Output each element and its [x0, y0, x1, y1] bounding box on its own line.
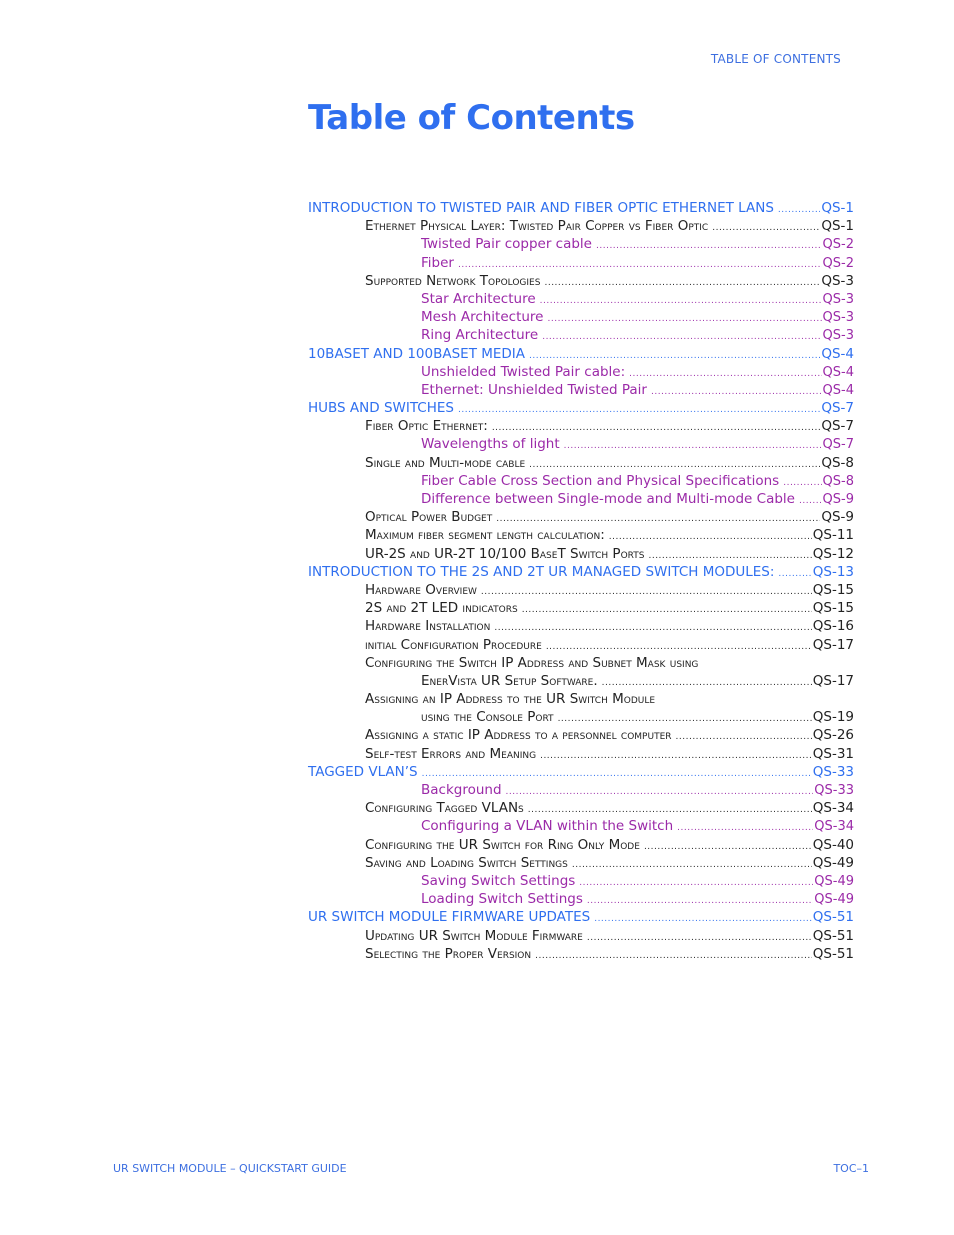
toc-entry-page: QS-2	[822, 237, 854, 253]
toc-entry-title: Background	[421, 782, 502, 798]
toc-entry-title: 10BASET AND 100BASET MEDIA	[308, 345, 526, 362]
toc-entry-page: QS-7	[821, 400, 854, 417]
toc-entry-title: Difference between Single-mode and Multi-mode Cable	[421, 491, 795, 507]
toc-entry-page: QS-1	[821, 200, 854, 216]
toc-entry[interactable]	[308, 872, 854, 890]
toc-entry-page: QS-51	[812, 927, 854, 944]
toc-entry-page: QS-51	[812, 945, 854, 962]
toc-entry-title: Assigning a static IP Address to a personnel computer	[365, 727, 672, 744]
toc-entry[interactable]	[308, 908, 854, 926]
toc-entry-title: INTRODUCTION TO THE 2S AND 2T UR MANAGED SWITCH MODULES:	[308, 563, 775, 580]
toc-entry[interactable]	[308, 726, 854, 744]
toc-entry-page: QS-26	[812, 727, 854, 744]
toc-entry-page: QS-15	[812, 600, 854, 617]
table-of-contents	[308, 199, 854, 963]
toc-entry-title: Single and Multi-mode cable	[365, 454, 526, 471]
toc-entry[interactable]	[308, 654, 854, 672]
toc-entry[interactable]	[308, 435, 854, 453]
toc-entry[interactable]	[308, 526, 854, 544]
toc-entry-title: UR-2S and UR-2T 10/100 BaseT Switch Ports	[365, 545, 645, 562]
toc-entry-page: QS-1	[821, 218, 854, 235]
toc-entry[interactable]	[308, 581, 854, 599]
toc-entry-page: QS-3	[822, 328, 854, 344]
toc-entry-page: QS-15	[812, 581, 854, 598]
toc-entry-title: Fiber Optic Ethernet:	[365, 418, 488, 435]
toc-entry[interactable]	[308, 199, 854, 217]
toc-entry-title: Fiber	[421, 254, 454, 271]
toc-entry-title: Updating UR Switch Module Firmware	[365, 927, 583, 944]
toc-entry[interactable]	[308, 781, 854, 799]
toc-entry-page: QS-8	[821, 454, 854, 471]
toc-entry-page: QS-31	[812, 745, 854, 762]
toc-entry-page: QS-13	[812, 563, 854, 580]
toc-entry-title: EnerVista UR Setup Software.	[421, 672, 598, 689]
toc-entry-page: QS-16	[812, 618, 854, 635]
toc-entry-page: QS-3	[821, 272, 854, 289]
toc-entry[interactable]	[308, 345, 854, 363]
toc-entry-page: QS-7	[822, 437, 854, 453]
toc-entry[interactable]	[308, 454, 854, 472]
toc-entry-title: Ring Architecture	[421, 327, 539, 344]
toc-entry[interactable]	[308, 508, 854, 526]
toc-entry-title: Configuring the Switch IP Address and Subnet Mask using	[365, 654, 699, 671]
toc-entry[interactable]	[308, 636, 854, 654]
toc-entry[interactable]	[308, 326, 854, 344]
toc-entry-title: Self-test Errors and Meaning	[365, 745, 537, 762]
toc-entry-page: QS-49	[812, 854, 854, 871]
toc-entry-title: Wavelengths of light	[421, 436, 560, 453]
toc-entry-title: Star Architecture	[421, 290, 536, 307]
toc-entry-title: Fiber Cable Cross Section and Physical Specifications	[421, 472, 780, 489]
toc-entry-page: QS-49	[814, 873, 854, 889]
footer-page-number: TOC–1	[833, 1162, 869, 1175]
toc-entry-page: QS-33	[812, 763, 854, 780]
toc-entry[interactable]	[308, 945, 854, 963]
toc-entry-page: QS-34	[812, 800, 854, 817]
toc-entry[interactable]	[308, 745, 854, 763]
toc-entry-page: QS-17	[812, 672, 854, 689]
toc-entry[interactable]	[308, 599, 854, 617]
toc-entry-title: INTRODUCTION TO TWISTED PAIR AND FIBER OPTIC ETHERNET LANS	[308, 200, 774, 216]
toc-entry-title: Unshielded Twisted Pair cable:	[421, 363, 626, 380]
toc-entry[interactable]	[308, 308, 854, 326]
toc-entry-page: QS-51	[812, 909, 854, 926]
toc-entry-page: QS-4	[821, 345, 854, 362]
toc-entry-page: QS-17	[812, 636, 854, 653]
toc-entry-title: 2S and 2T LED indicators	[365, 600, 518, 617]
toc-entry[interactable]	[308, 235, 854, 253]
toc-entry[interactable]	[308, 272, 854, 290]
toc-entry-title: Saving and Loading Switch Settings	[365, 854, 568, 871]
toc-entry-title: Hardware Installation	[365, 618, 491, 635]
toc-entry-title: Twisted Pair copper cable	[421, 236, 592, 253]
running-header: TABLE OF CONTENTS	[710, 52, 841, 66]
toc-entry-title: Configuring Tagged VLANs	[365, 800, 524, 817]
toc-entry[interactable]	[308, 417, 854, 435]
toc-entry[interactable]	[308, 763, 854, 781]
toc-entry[interactable]	[308, 854, 854, 872]
toc-entry[interactable]	[308, 381, 854, 399]
toc-entry-page: QS-9	[822, 492, 854, 507]
toc-entry-title: Ethernet Physical Layer: Twisted Pair Copper vs Fiber Optic	[365, 218, 709, 235]
toc-entry[interactable]	[308, 890, 854, 908]
toc-entry-title: using the Console Port	[421, 709, 554, 726]
toc-entry[interactable]	[308, 672, 854, 690]
toc-entry[interactable]	[308, 836, 854, 854]
toc-entry[interactable]	[308, 927, 854, 945]
toc-entry-title: UR SWITCH MODULE FIRMWARE UPDATES	[308, 909, 591, 926]
toc-entry-page: QS-11	[812, 527, 854, 544]
toc-entry[interactable]	[308, 708, 854, 726]
toc-entry[interactable]	[308, 472, 854, 490]
page-title: Table of Contents	[308, 98, 635, 138]
toc-entry-title: Configuring the UR Switch for Ring Only Mode	[365, 836, 640, 853]
toc-entry-title: Mesh Architecture	[421, 309, 544, 326]
toc-entry[interactable]	[308, 817, 854, 835]
toc-entry[interactable]	[308, 399, 854, 417]
toc-entry[interactable]	[308, 545, 854, 563]
toc-entry-title: Maximum fiber segment length calculation:	[365, 527, 605, 544]
toc-entry[interactable]	[308, 490, 854, 508]
toc-entry-title: Optical Power Budget	[365, 509, 493, 526]
toc-entry[interactable]	[308, 799, 854, 817]
toc-entry-title: HUBS AND SWITCHES	[308, 400, 454, 417]
toc-entry-page: QS-49	[814, 892, 854, 908]
footer-document-title: UR SWITCH MODULE – QUICKSTART GUIDE	[113, 1162, 347, 1175]
toc-entry-page: QS-3	[822, 291, 854, 307]
toc-dot-leader	[535, 947, 812, 965]
toc-entry-title: Hardware Overview	[365, 581, 477, 598]
toc-entry-title: Ethernet: Unshielded Twisted Pair	[421, 381, 647, 398]
toc-entry-title: Supported Network Topologies	[365, 272, 541, 289]
toc-entry-page: QS-12	[812, 545, 854, 562]
toc-entry-page: QS-34	[814, 819, 854, 835]
toc-entry-page: QS-8	[822, 473, 854, 489]
toc-entry[interactable]	[308, 690, 854, 708]
toc-entry-title: Assigning an IP Address to the UR Switch Module	[365, 691, 656, 708]
toc-entry-page: QS-33	[814, 783, 854, 798]
toc-entry-page: QS-40	[812, 836, 854, 853]
toc-entry-page: QS-3	[822, 310, 854, 326]
toc-entry-page: QS-7	[821, 418, 854, 435]
toc-entry[interactable]	[308, 290, 854, 308]
toc-entry-title: Configuring a VLAN within the Switch	[421, 818, 674, 835]
toc-entry[interactable]	[308, 563, 854, 581]
toc-entry[interactable]	[308, 617, 854, 635]
toc-entry-page: QS-2	[822, 255, 854, 271]
toc-entry-page: QS-19	[812, 709, 854, 726]
toc-entry-title: Saving Switch Settings	[421, 872, 576, 889]
toc-entry[interactable]	[308, 254, 854, 272]
toc-entry-title: TAGGED VLAN’S	[308, 763, 418, 780]
toc-entry-title: Selecting the Proper Version	[365, 945, 532, 962]
toc-entry-page: QS-9	[821, 509, 854, 526]
toc-entry[interactable]	[308, 217, 854, 235]
toc-entry-title: Loading Switch Settings	[421, 891, 583, 908]
toc-entry[interactable]	[308, 363, 854, 381]
toc-entry-page: QS-4	[822, 382, 854, 398]
toc-entry-page: QS-4	[822, 364, 854, 380]
toc-entry-title: initial Configuration Procedure	[365, 636, 542, 653]
